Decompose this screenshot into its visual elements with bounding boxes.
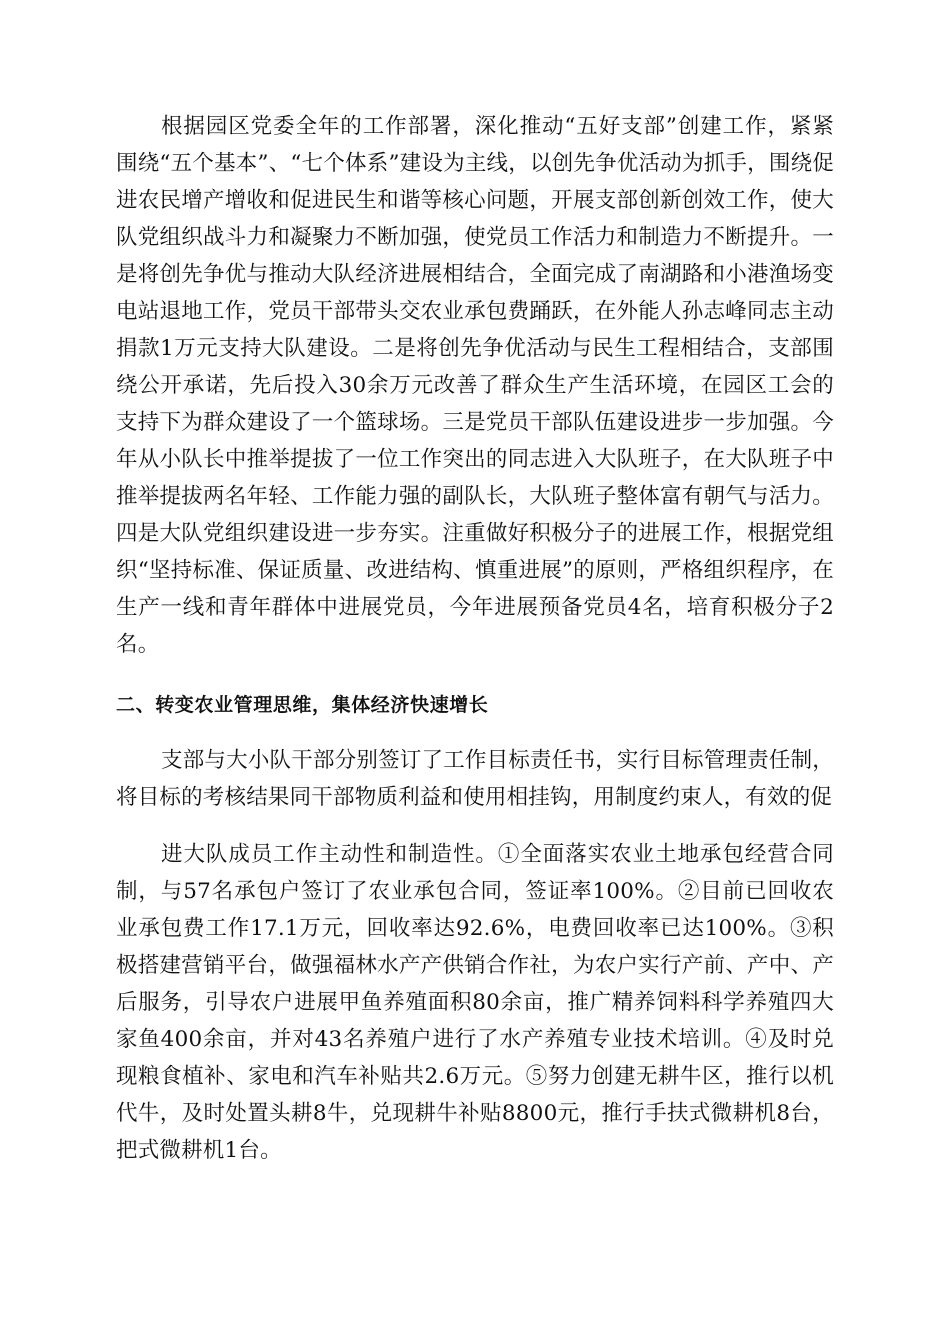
document-page xyxy=(116,108,834,1169)
body-paragraph-1: 根据园区党委全年的工作部署，深化推动“五好支部”创建工作，紧紧围绕“五个基本”、“七个体系”建设为主线，以创先争优活动为抓手，围绕促进农民增产增收和促进民生和谐等核心问题，开展支部创新创效工作，使大队党组织战斗力和凝聚力不断加强，使党员工作活力和制造力不断提升。一是将创先争优与推动大队经济进展相结合，全面完成了南湖路和小港渔场变电站退地工作，党员干部带头交农业承包费踊跃，在外能人孙志峰同志主动捐款1万元支持大队建设。二是将创先争优活动与民生工程相结合，支部围绕公开承诺，先后投入30余万元改善了群众生产生活环境，在园区工会的支持下为群众建设了一个篮球场。三是党员干部队伍建设进步一步加强。今年从小队长中推举提拔了一位工作突出的同志进入大队班子，在大队班子中推举提拔两名年轻、工作能力强的副队长，大队班子整体富有朝气与活力。四是大队党组织建设进一步夯实。注重做好积极分子的进展工作，根据党组织“坚持标准、保证质量、改进结构、慎重进展”的原则，严格组织程序，在生产一线和青年群体中进展党员，今年进展预备党员4名，培育积极分子2名。 xyxy=(116,114,834,657)
body-paragraph-2: 支部与大小队干部分别签订了工作目标责任书，实行目标管理责任制，将目标的考核结果同干部物质利益和使用相挂钩，用制度约束人，有效的促 xyxy=(116,748,834,810)
body-paragraph-3: 进大队成员工作主动性和制造性。①全面落实农业土地承包经营合同制，与57名承包户签订了农业承包合同，签证率100%。②目前已回收农业承包费工作17.1万元，回收率达92.6%，电费回收率已达100%。③积极搭建营销平台，做强福林水产产供销合作社，为农户实行产前、产中、产后服务，引导农户进展甲鱼养殖面积80余亩，推广精养饲料科学养殖四大家鱼400余亩，并对43名养殖户进行了水产养殖专业技术培训。④及时兑现粮食植补、家电和汽车补贴共2.6万元。⑤努力创建无耕牛区，推行以机代牛，及时处置头耕8牛，兑现耕牛补贴8800元，推行手扶式微耕机8台，把式微耕机1台。 xyxy=(116,842,834,1163)
section-heading-2: 二、转变农业管理思维，集体经济快速增长 xyxy=(116,694,489,716)
